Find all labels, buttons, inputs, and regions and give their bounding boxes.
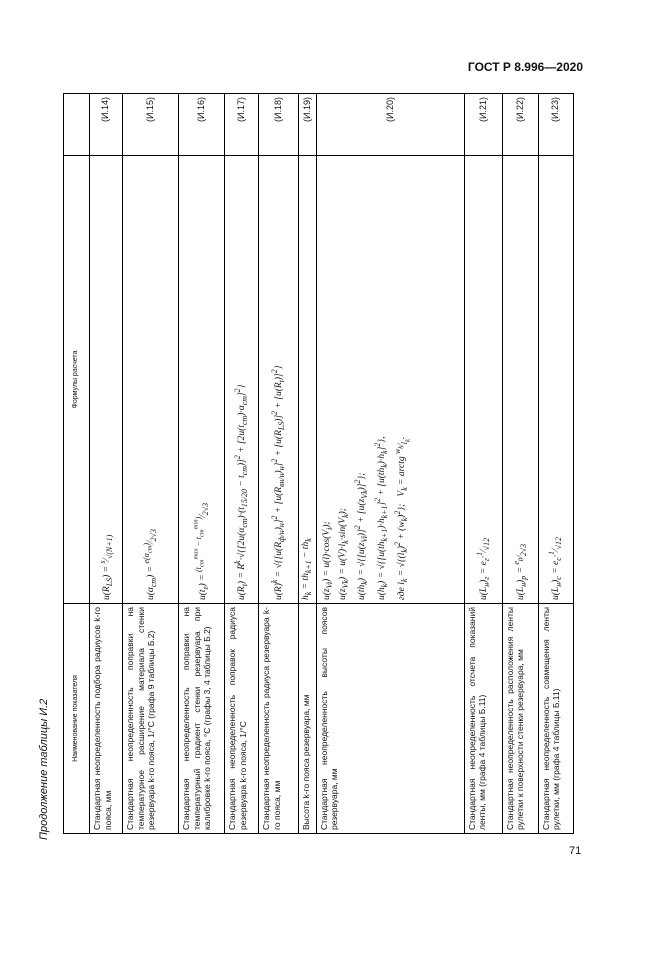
indicator-name: Стандартная неопределенность поправок радиуса резервуара k-го пояса, 1/°С	[225, 604, 259, 834]
table-row	[502, 94, 538, 834]
formula-line: $u(th_k) = √\{[u(z_{Vi})]^2 + [u(z_{Vk})]^2\}$;	[353, 472, 370, 600]
header-formula: Формулы расчета	[64, 156, 90, 604]
standard-code: ГОСТ Р 8.996—2020	[467, 60, 583, 74]
table-row	[464, 94, 502, 834]
formula-line: $u(h_k) = √\{[u(th_{k+1})\cdot h_{k+1}]^2 + [u(th_k)\cdot h_k]^2\}$,	[373, 436, 390, 600]
formula-line: $u(z_{Vk}) = u(V)\cdot l_k\cdot\sin(V_k)$;	[337, 508, 350, 600]
formula-text: $u(L_н)_с$ = $e_с\cdot^1⁄_{√12}$	[547, 537, 564, 600]
table-row	[316, 94, 464, 834]
rotated-table-container	[63, 94, 564, 834]
indicator-name: Стандартная неопределенность подбора радиусов k-го пояса, мм	[90, 604, 123, 834]
indicator-name: Стандартная неопределенность высоты поясов резервуара, мм	[316, 604, 464, 834]
header-eq	[64, 94, 90, 156]
header-indicator: Наименование показателя	[64, 604, 90, 834]
formula-line: где $l_k = √\{(l_k)^2 + (w_k)^2\}$; $V_k$ = arctg $^{w_k}⁄_{l_k}$.	[393, 436, 412, 600]
indicator-name: Стандартная неопределенность расположения ленты рулетки к поверхности стенки резервуара, мм	[502, 604, 538, 834]
equation-number: (И.22)	[502, 94, 538, 156]
equation-number: (И.15)	[123, 94, 179, 156]
formula-text: $u(\alpha_{ст})$ = $^{e(\alpha_{ст})}⁄_{2√3}$	[142, 529, 159, 600]
formula-line: $u(z_{Vi}) = u(l)\cdot\cos(V_i)$;	[321, 521, 334, 600]
table-row	[259, 94, 299, 834]
formula-cell	[464, 156, 502, 604]
formula-text: $u(L_н)_р$ = $^{e_р}⁄_{2√3}$	[511, 543, 528, 600]
formula-cell	[259, 156, 299, 604]
formula-cell	[179, 156, 225, 604]
indicator-name: Высота k-го пояса резервуара, мм	[299, 604, 317, 834]
formula-cell	[90, 156, 123, 604]
formula-text: $u(L_н)_г$ = $e_г\cdot^1⁄_{√12}$	[474, 537, 491, 600]
page-number: 71	[569, 845, 582, 857]
formula-text: $u(t_\varepsilon)$ = $^{(t_{ст}^{max} - t_{ст}^{min})}⁄_{2√3}$	[192, 502, 210, 600]
table-row	[299, 94, 317, 834]
indicator-name: Стандартная неопределенность поправки на температурное расширение материала стенки резервуара k-го пояса, 1/°С (графа 9 таблицы Б.2)	[123, 604, 179, 834]
indicator-name: Стандартная неопределенность поправки на температурный градиент стенки резервуара при калибровке k-го пояса, °С (графы 3, 4 таблицы Б.2)	[179, 604, 225, 834]
formula-cell	[316, 156, 464, 604]
formula-text: $u(R)^k = √\{[u(R_{ф/н})_н]^2 + [u(R_{вн/н})_н]^2 + [u(R_{LS})]^2 + [u(R_t)]^2\}$	[270, 365, 287, 600]
equation-number: (И.16)	[179, 94, 225, 156]
table-row	[90, 94, 123, 834]
table-caption: Продолжение таблицы И.2	[38, 698, 50, 840]
formula-cell	[123, 156, 179, 604]
table-header-row	[64, 94, 90, 834]
equation-number: (И.21)	[464, 94, 502, 156]
formula-table	[63, 93, 574, 834]
table-row	[179, 94, 225, 834]
formula-cell	[225, 156, 259, 604]
table-row	[225, 94, 259, 834]
equation-number: (И.19)	[299, 94, 317, 156]
formula-cell	[299, 156, 317, 604]
indicator-name: Стандартная неопределенность совмещения ленты рулетки, мм (графа 4 таблицы Б.11)	[538, 604, 573, 834]
equation-number: (И.14)	[90, 94, 123, 156]
table-row	[538, 94, 573, 834]
indicator-name: Стандартная неопределенность отсчета показаний ленты, мм (графа 4 таблицы Б.11)	[464, 604, 502, 834]
formula-text: $u(R_{LS})$ = $^s⁄_{√(N+1)}$	[97, 534, 114, 600]
equation-number: (И.17)	[225, 94, 259, 156]
formula-text: $u(R_t) = R^k\cdot√\{[2u(\alpha_{ст})\cdot(t_{15/20} - t_{ст})]^2 + [2u(t_{ст})\cdot\alpha_{ст}]^2\}$	[233, 384, 250, 600]
formula-text: $h_k = th_{k+1} - th_k$	[301, 538, 313, 600]
formula-cell	[502, 156, 538, 604]
table-row	[123, 94, 179, 834]
equation-number: (И.23)	[538, 94, 573, 156]
indicator-name: Стандартная неопределенность радиуса резервуара k-го пояса, мм	[259, 604, 299, 834]
equation-number: (И.20)	[316, 94, 464, 156]
formula-cell	[538, 156, 573, 604]
equation-number: (И.18)	[259, 94, 299, 156]
